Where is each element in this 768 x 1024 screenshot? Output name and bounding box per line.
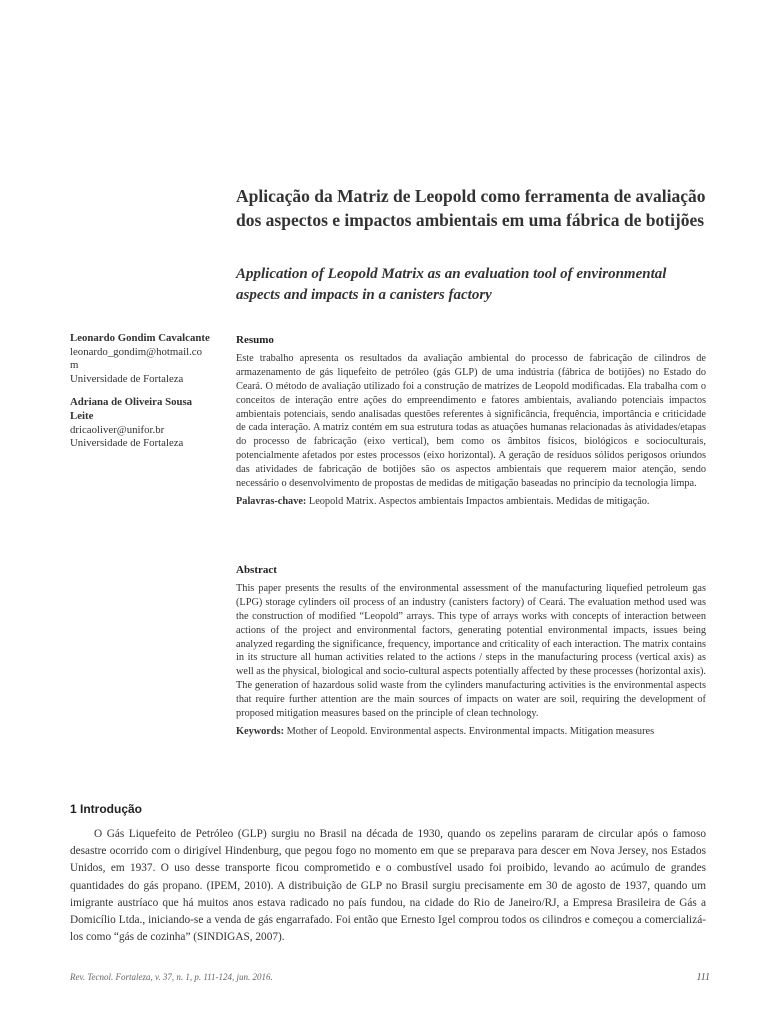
- article-title-en: Application of Leopold Matrix as an evaluation tool of environmental aspects and impacts in a canisters factory: [236, 266, 667, 303]
- abstract-keywords: [236, 725, 706, 739]
- keywords-text: Mother of Leopold. Environmental aspects. Environmental impacts. Mitigation measures: [284, 725, 655, 737]
- author-email[interactable]: dricaoliver@unifor.br: [70, 423, 165, 436]
- author-name: Adriana de Oliveira Sousa Leite: [70, 396, 193, 422]
- resumo-keywords: [236, 495, 706, 509]
- page-number: 111: [696, 972, 710, 983]
- author-entry: [70, 332, 210, 386]
- section-heading-introduction: 1 Introdução: [70, 802, 143, 816]
- author-email[interactable]: leonardo_gondim@hotmail.com: [70, 345, 202, 372]
- resumo-heading: Resumo: [236, 334, 274, 346]
- article-title-pt: Aplicação da Matriz de Leopold como ferramenta de avaliação dos aspectos e impactos ambientais em uma fábrica de botijões: [236, 186, 706, 230]
- author-entry: [70, 396, 210, 450]
- author-affiliation: Universidade de Fortaleza: [70, 372, 184, 385]
- keywords-label: Keywords:: [236, 725, 285, 737]
- abstract-body: This paper presents the results of the environmental assessment of the manufacturing liquefied petroleum gas (LPG) storage cylinders oil process of an industry (canisters factory) of Ceará. The evaluation method used was the construction of modified “Leopold” arrays. This type of arrays works with concepts of interaction between actions of the project and environmental factors, generating potential environmental impacts, issues being analyzed regarding the significance, frequency, importance and criticality of each interaction. The matrix contains in its structure all human activities related to the actions / steps in the manufacturing process (vertical axis) as well as the physical, biological and socio-cultural aspects potentially affected by these processes (horizontal axis). The generation of hazardous solid waste from the cylinders manufacturing activities is the environmental aspects that require further attention are the main sources of impacts on water are soil, requiring the development of proposed mitigation measures based on the principle of clean technology.: [236, 582, 706, 720]
- abstract-heading: Abstract: [236, 564, 277, 576]
- resumo-section: [236, 334, 706, 509]
- author-list: [70, 332, 210, 459]
- author-affiliation: Universidade de Fortaleza: [70, 437, 184, 450]
- journal-citation: Rev. Tecnol. Fortaleza, v. 37, n. 1, p. 111-124, jun. 2016.: [70, 972, 273, 982]
- keywords-text: Leopold Matrix. Aspectos ambientais Impactos ambientais. Medidas de mitigação.: [306, 495, 650, 507]
- resumo-body: Este trabalho apresenta os resultados da avaliação ambiental do processo de fabricação de cilindros de armazenamento de gás liquefeito de petróleo (gás GLP) de uma indústria (fábrica de botijões) no Estado do Ceará. O método de avaliação utilizado foi a construção de matrizes de Leopold modificadas. Ela trabalha com o conceitos de interação entre ações do empreendimento e fatores ambientais, avaliando potenciais impactos ambientais potenciais, sendo analisadas questões referentes à significância, frequência, importância e criticidade de cada interação. A matriz contém em sua estrutura todas as atuações humanas relacionadas às atividades/etapas do processo de fabricação (eixo vertical), bem como os âmbitos físicos, biológicos e socioculturais, potencialmente afetados por estes processos (eixo horizontal). A geração de resíduos sólidos perigosos oriundos das atividades de fabricação de botijões são os aspectos ambientais que requerem maior atenção, sendo necessário o desenvolvimento de propostas de medidas de mitigação baseadas no princípio da tecnologia limpa.: [236, 352, 706, 490]
- intro-paragraph: O Gás Liquefeito de Petróleo (GLP) surgiu no Brasil na década de 1930, quando os zepelins pararam de circular após o famoso desastre ocorrido com o dirigível Hindenburg, que pegou fogo no momento em que se preparava para descer em Nova Jersey, nos Estados Unidos, em 1937. O uso desse transporte ficou comprometido e o combustível usado foi proibido, levando ao acúmulo de grandes quantidades do gás propano. (IPEM, 2010). A distribuição de GLP no Brasil surgiu precisamente em 30 de agosto de 1937, quando um imigrante austríaco que há muitos anos estava radicado no país fundou, na cidade do Rio de Janeiro/RJ, a Empresa Brasileira de Gás a Domicílio Ltda., iniciando-se a venda de gás engarrafado. Foi então que Ernesto Igel comprou todos os cilindros e começou a comercializá-los como “gás de cozinha” (SINDIGAS, 2007).: [70, 828, 706, 944]
- author-name: Leonardo Gondim Cavalcante: [70, 332, 210, 344]
- page-footer: [70, 972, 710, 982]
- abstract-section: [236, 564, 706, 739]
- keywords-label: Palavras-chave:: [236, 495, 307, 507]
